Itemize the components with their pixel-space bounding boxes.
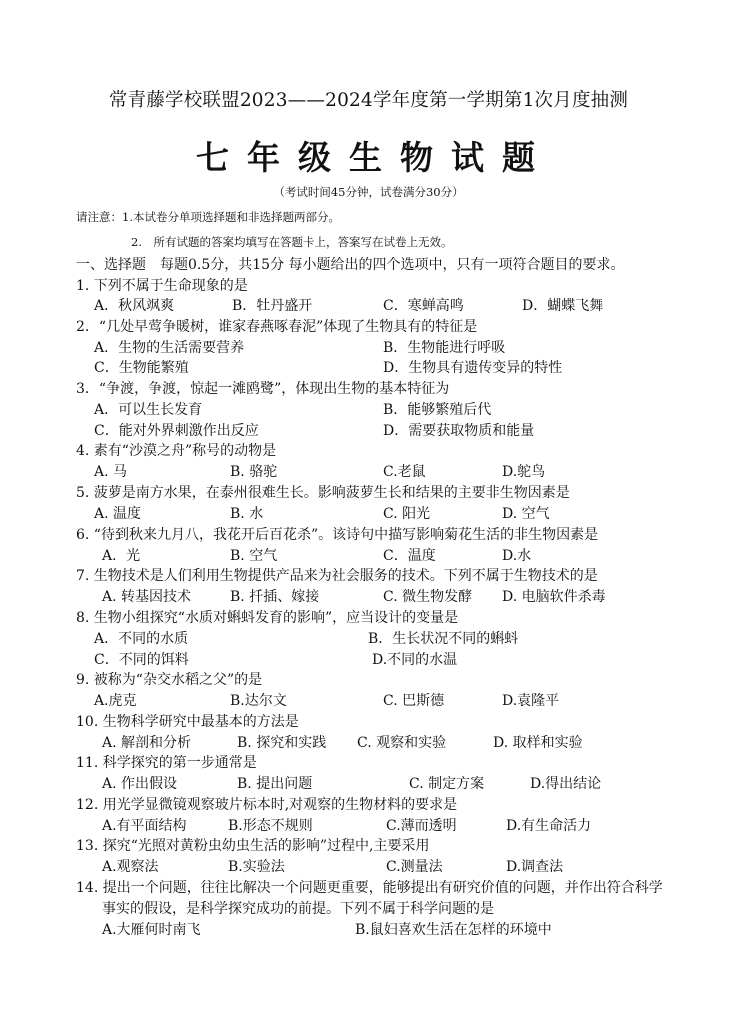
- option-d: D.调查法: [506, 859, 564, 875]
- question-stem: 13. 探究“光照对黄粉虫幼虫生活的影响”过程中,主要采用: [76, 838, 430, 854]
- question-stem: 4. 素有“沙漠之舟”称号的动物是: [76, 443, 277, 459]
- option-c: C．能对外界刺激作出反应: [94, 423, 259, 439]
- option-a: A.观察法: [102, 859, 159, 875]
- question-stem-continued: 事实的假设，是科学探究成功的前提。下列不属于科学问题的是: [102, 901, 494, 917]
- option-a: A. 作出假设: [102, 776, 178, 792]
- option-b: B.达尔文: [230, 693, 287, 709]
- option-b: B．生长状况不同的蝌蚪: [368, 631, 519, 647]
- option-d: D.得出结论: [530, 776, 602, 792]
- option-b: B．牡丹盛开: [232, 298, 313, 314]
- option-c: C. 阳光: [383, 506, 431, 522]
- option-a: A．不同的水质: [94, 631, 189, 647]
- option-b: B.实验法: [228, 859, 285, 875]
- option-d: D．需要获取物质和能量: [383, 423, 535, 439]
- option-d: D. 空气: [502, 506, 550, 522]
- option-d: D．生物具有遗传变异的特性: [383, 360, 563, 376]
- option-c: C．生物能繁殖: [94, 360, 189, 376]
- option-c: C.测量法: [386, 859, 443, 875]
- option-b: B．能够繁殖后代: [383, 402, 492, 418]
- exam-title: 七年级生物试题: [196, 138, 553, 177]
- option-d: D．蝴蝶飞舞: [522, 298, 604, 314]
- option-b: B. 提出问题: [237, 776, 313, 792]
- option-c: C. 制定方案: [409, 776, 485, 792]
- option-a: A．生物的生活需要营养: [94, 340, 245, 356]
- option-b: B. 探究和实践: [237, 735, 327, 751]
- option-b: B.鼠妇喜欢生活在怎样的环境中: [355, 922, 552, 938]
- option-c: C．温度: [383, 548, 436, 564]
- question-stem: 5. 菠萝是南方水果，在泰州很难生长。影响菠萝生长和结果的主要非生物因素是: [76, 485, 570, 501]
- school-title: 常青藤学校联盟2023——2024学年度第一学期第1次月度抽测: [108, 90, 629, 111]
- option-a: A. 转基因技术: [102, 589, 192, 605]
- option-b: B. 扦插、嫁接: [230, 589, 320, 605]
- option-a: A.有平面结构: [102, 818, 187, 834]
- section-heading: 一、选择题 每题0.5分，共15分 每小题给出的四个选项中，只有一项符合题目的要求。: [76, 257, 625, 273]
- question-stem: 9. 被称为“杂交水稻之父”的是: [76, 672, 263, 688]
- option-d: D.水: [502, 548, 532, 564]
- option-d: D.不同的水温: [372, 652, 458, 668]
- option-d: D. 取样和实验: [493, 735, 583, 751]
- option-d: D. 电脑软件杀毒: [502, 589, 606, 605]
- option-a: A．秋风飒爽: [94, 298, 175, 314]
- option-a: A．可以生长发育: [94, 402, 203, 418]
- option-a: A.虎克: [94, 693, 137, 709]
- option-a: A.大雁何时南飞: [102, 922, 201, 938]
- option-b: B. 空气: [230, 548, 278, 564]
- option-b: B.形态不规则: [228, 818, 313, 834]
- question-stem: 7. 生物技术是人们利用生物提供产品来为社会服务的技术。下列不属于生物技术的是: [76, 568, 598, 584]
- exam-info: （考试时间45分钟，试卷满分30分）: [273, 185, 464, 199]
- question-stem: 6. “待到秋来九月八，我花开后百花杀”。该诗句中描写影响菊花生活的非生物因素是: [76, 527, 599, 543]
- option-a: A. 温度: [94, 506, 142, 522]
- option-a: A. 解剖和分析: [102, 735, 192, 751]
- question-stem: 2．“几处早莺争暖树，谁家春燕啄春泥”体现了生物具有的特征是: [76, 319, 478, 335]
- option-c: C．不同的饵料: [94, 652, 189, 668]
- option-c: C．寒蝉高鸣: [383, 298, 464, 314]
- option-c: C. 观察和实验: [357, 735, 447, 751]
- option-d: D.袁隆平: [502, 693, 560, 709]
- option-b: B．生物能进行呼吸: [383, 340, 506, 356]
- note-line-1: 请注意：1.本试卷分单项选择题和非选择题两部分。: [76, 210, 340, 224]
- question-stem: 1. 下列不属于生命现象的是: [76, 278, 248, 294]
- question-stem: 8. 生物小组探究“水质对蝌蚪发育的影响”，应当设计的变量是: [76, 610, 459, 626]
- note-line-2: 2. 所有试题的答案均填写在答题卡上，答案写在试卷上无效。: [131, 235, 453, 249]
- option-d: D.鸵鸟: [502, 464, 546, 480]
- option-c: C. 微生物发酵: [383, 589, 473, 605]
- question-stem: 11. 科学探究的第一步通常是: [76, 755, 257, 771]
- option-a: A．光: [102, 548, 141, 564]
- option-b: B. 骆驼: [230, 464, 278, 480]
- option-c: C. 巴斯德: [383, 693, 445, 709]
- option-a: A. 马: [94, 464, 128, 480]
- question-stem: 14. 提出一个问题，往往比解决一个问题更重要，能够提出有研究价值的问题，并作出符合科学: [76, 880, 663, 896]
- option-d: D.有生命活力: [506, 818, 592, 834]
- option-c: C.老鼠: [383, 464, 426, 480]
- option-c: C.薄而透明: [386, 818, 457, 834]
- question-stem: 10. 生物科学研究中最基本的方法是: [76, 714, 299, 730]
- question-stem: 3．“争渡，争渡，惊起一滩鸥鹭”，体现出生物的基本特征为: [76, 381, 450, 397]
- question-stem: 12. 用光学显微镜观察玻片标本时,对观察的生物材料的要求是: [76, 797, 458, 813]
- option-b: B. 水: [230, 506, 264, 522]
